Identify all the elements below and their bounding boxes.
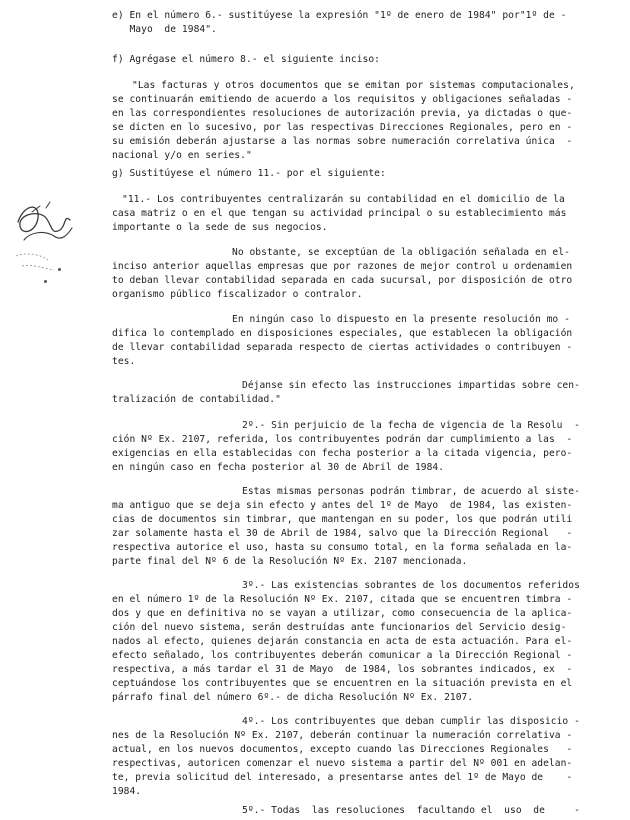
doc-line: ceptuándose los contribuyentes que se encuentren en la situación prevista en el (112, 678, 573, 689)
doc-line: respectiva autorice el uso, hasta su consumo total, en la forma señalada en la- (112, 542, 573, 553)
doc-line: No obstante, se exceptúan de la obligación señalada en el- (232, 247, 570, 258)
doc-line: ción Nº Ex. 2107, referida, los contribuyentes podrán dar cumplimiento a las - (112, 434, 573, 445)
doc-line: respectivas, autoricen comenzar el nuevo sistema a partir del Nº 001 en adelan- (112, 758, 573, 769)
doc-line: f) Agrégase el número 8.- el siguiente inciso: (112, 54, 380, 65)
doc-line: párrafo final del número 6º.- de dicha Resolución Nº Ex. 2107. (112, 692, 474, 703)
doc-line: te, previa solicitud del interesado, a presentarse antes del 1º de Mayo de - (112, 772, 573, 783)
doc-line: importante o la sede de sus negocios. (112, 222, 328, 233)
doc-line: inciso anterior aquellas empresas que por razones de mejor control u ordenamien (112, 261, 573, 272)
doc-line: ción del nuevo sistema, serán destruídas ante funcionarios del Servicio desig- (112, 622, 567, 633)
doc-line: en el número 1º de la Resolución Nº Ex. 2107, citada que se encuentren timbra - (112, 594, 573, 605)
doc-line: en ningún caso en fecha posterior al 30 de Abril de 1984. (112, 462, 445, 473)
doc-line: tralización de contabilidad." (112, 394, 281, 405)
doc-line: de llevar contabilidad separada respecto de ciertas actividades o contribuyen - (112, 342, 573, 353)
doc-line: nados al efecto, quienes dejarán constancia en acta de esta actuación. Para el- (112, 636, 573, 647)
doc-line: nes de la Resolución Nº Ex. 2107, deberán continuar la numeración correlativa - (112, 730, 573, 741)
doc-line: Estas mismas personas podrán timbrar, de acuerdo al siste- (242, 486, 580, 497)
doc-line: se dicten en lo sucesivo, por las respectivas Direcciones Regionales, pero en - (112, 122, 573, 133)
doc-line: respectiva, a más tardar el 31 de Mayo de 1984, los sobrantes indicados, ex - (112, 664, 573, 675)
handwritten-initials-stamp (10, 196, 80, 280)
doc-line: su emisión deberán ajustarse a las normas sobre numeración correlativa única - (112, 136, 573, 147)
margin-mark (44, 280, 47, 283)
doc-line: "Las facturas y otros documentos que se emitan por sistemas computacionales, (132, 80, 575, 91)
doc-line: organismo público fiscalizador o contralor. (112, 289, 363, 300)
doc-line: efecto señalado, los contribuyentes deberán comunicar a la Dirección Regional - (112, 650, 573, 661)
doc-line: Déjanse sin efecto las instrucciones impartidas sobre cen- (242, 380, 580, 391)
doc-line: e) En el número 6.- sustitúyese la expresión "1º de enero de 1984" por"1º de - (112, 10, 567, 21)
doc-line: 2º.- Sin perjuicio de la fecha de vigencia de la Resolu - (242, 420, 580, 431)
doc-line: actual, en los nuevos documentos, excepto cuando las Direcciones Regionales - (112, 744, 573, 755)
doc-line: se continuarán emitiendo de acuerdo a los requisitos y obligaciones señaladas - (112, 94, 573, 105)
doc-line: parte final del Nº 6 de la Resolución Nº Ex. 2107 mencionada. (112, 556, 468, 567)
doc-line: 4º.- Los contribuyentes que deban cumplir las disposicio - (242, 716, 580, 727)
doc-line: tes. (112, 356, 136, 367)
doc-line: g) Sustitúyese el número 11.- por el siguiente: (112, 168, 386, 179)
doc-line: 5º.- Todas las resoluciones facultando el uso de - (242, 805, 580, 816)
doc-line: Mayo de 1984". (112, 24, 217, 35)
doc-line: nacional y/o en series." (112, 150, 252, 161)
doc-line: En ningún caso lo dispuesto en la presente resolución mo - (232, 314, 570, 325)
doc-line: to deban llevar contabilidad separada en cada sucursal, por disposición de otro (112, 275, 573, 286)
doc-line: cias de documentos sin timbrar, que mantengan en su poder, los que podrán utili (112, 514, 573, 525)
doc-line: 1984. (112, 786, 142, 797)
doc-line: 3º.- Las existencias sobrantes de los documentos referidos (242, 580, 580, 591)
doc-line: exigencias en ella establecidas con fecha posterior a la citada vigencia, pero- (112, 448, 573, 459)
doc-line: difica lo contemplado en disposiciones especiales, que establecen la obligación (112, 328, 573, 339)
doc-line: zar solamente hasta el 30 de Abril de 1984, salvo que la Dirección Regional - (112, 528, 573, 539)
margin-mark (58, 268, 61, 271)
doc-line: ma antiguo que se deja sin efecto y antes del 1º de Mayo de 1984, las existen- (112, 500, 573, 511)
doc-line: en las correspondientes resoluciones de autorización previa, ya dictadas o que- (112, 108, 573, 119)
doc-line: casa matriz o en el que tengan su actividad principal o su establecimiento más (112, 208, 567, 219)
doc-line: dos y que en definitiva no se vayan a utilizar, como consecuencia de la aplica- (112, 608, 573, 619)
doc-line: "11.- Los contribuyentes centralizarán su contabilidad en el domicilio de la (122, 194, 565, 205)
